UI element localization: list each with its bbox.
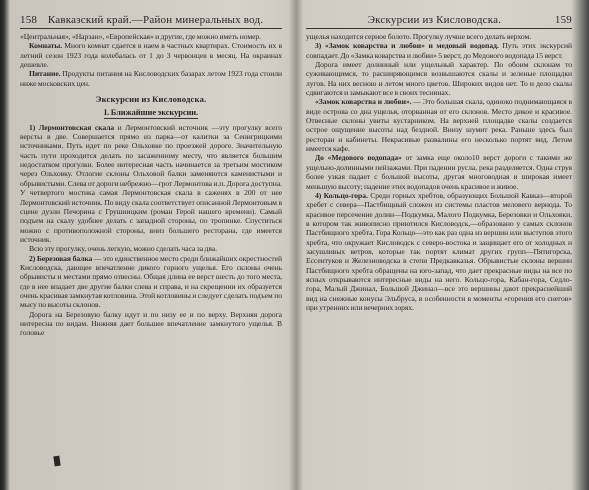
excursion-1-paragraph bbox=[20, 123, 282, 244]
castle-text: — Это большая скала, одиноко поднимающаяся в виде острова со дна ущелья, оторванная от его склонов. Место дикое и красивое. Отвесные склоны увиты кустарником. На верхней площадке скалы создается острое ощущение высоты над бездной. Внизу шумит река. Раньше здесь был ресторан и кабинеты. Некрасивые развалины его несколько портят вид. Летом имеется кафе. bbox=[306, 97, 573, 154]
right-page-body bbox=[306, 32, 572, 312]
left-page-header bbox=[20, 14, 282, 29]
excursion-1-tail: Всю эту прогулку, очень легкую, можно сделать часа за два. bbox=[29, 244, 217, 254]
excursion-3-paragraph bbox=[306, 41, 572, 60]
excursion-2-paragraph bbox=[20, 254, 282, 310]
excursion-1-lead: 1) Лермонтовская скала bbox=[29, 122, 115, 132]
rooms-text: Много комнат сдается в наем в частных квартирах. Стоимость их в летний сезон 1923 года колебалась от 1 до 3 червонцев в месяц. На окраинах дешевле. bbox=[20, 41, 282, 70]
rooms-paragraph bbox=[20, 41, 282, 69]
subsection-title bbox=[20, 108, 282, 117]
ring-mountain-paragraph bbox=[306, 191, 572, 312]
right-running-title: Экскурсии из Кисловодска. bbox=[367, 14, 502, 26]
left-page-number: 158 bbox=[20, 14, 38, 26]
falls-text: от замка еще около10 верст дороги с такими же ущельно-долинными пейзажами. При падении русла, река разделяется. Одна струя более узкая падает с большой высоты, другая многоводная и широкая имеет меньшую высоту; падение этих водопадов очень красивое и живое. bbox=[306, 153, 573, 191]
falls-lead: До «Медового водопада» bbox=[315, 153, 402, 163]
right-page-header bbox=[306, 14, 572, 29]
excursion-1-text: и Лермонтовский источник —эту прогулку всего версты в две. Совершается прямо из парка—от калитки за Сенигрицкими источниками. Путь идет по реке Ольховке по проезжей дороге. Значительную часть пути проходится делать по засаженному месту, что является большим недостатком прогулки. Более интересная часть начинается за третьим мостиком через Ольховку. Отлогие склоны Ольховой балки заменяются каменистыми и обрывистыми. Слева от дороги небрежно—грот Лермонтова и.п. Дорога доступна. У четвертого мостика самая Лермонтовская скала в саженях в 200 от нее Лермонтовский источник. По виду скала соответствует описанной Лермонтовым в сцене дуэли Печорина с Грушницким (роман Герой нашего времени). Самый подъем на скалу удобнее делать с западной стороны, по тропинке. Спуститься можно с противоположной стороны, вниз большего ресторана, где имеется источник. bbox=[20, 122, 283, 244]
gorge-paragraph: ущелья находится серное болото. Прогулку лучше всего делать верхом. bbox=[306, 32, 532, 41]
left-page-body bbox=[20, 32, 282, 338]
food-paragraph bbox=[20, 69, 282, 88]
left-page bbox=[14, 0, 286, 490]
right-page-number: 159 bbox=[554, 14, 572, 26]
ring-mountain-lead: 4) Кольцо-гора. bbox=[315, 190, 368, 200]
section-title: Экскурсии из Кисловодска. bbox=[95, 94, 207, 105]
road-paragraph: Дорога имеет долинный или ущельный характер. По обоим склонам то суживающимся, то расширяющимся возвышаются скалы и зеленые площадки лугов. На них весною и летом много цветов. Широких видов нет. То и дело скалы сдвигаются и замыкают все в своих теснинах. bbox=[306, 60, 572, 98]
rooms-lead: Комнаты. bbox=[29, 41, 63, 51]
food-text: Продукты питания на Кисловодских базарах летом 1923 года стоили ниже московских цен. bbox=[20, 69, 282, 88]
excursion-2-tail: Дорога на Березовую балку идут и по низу ее и по верху. Верхняя дорога интересна по видам. Нижняя дает большее впечатление замкнутого ущелья. В головье bbox=[20, 309, 282, 338]
left-running-title: Кавказский край.—Район минеральных вод. bbox=[47, 14, 264, 26]
excursion-2-lead: 2) Березовая балка bbox=[29, 253, 93, 263]
excursion-3-text: Путь этих экскурсий совпадает. До «Замка коварства и любви» 5 верст, до Медового водопада 15 верст. bbox=[306, 41, 572, 60]
ink-mark bbox=[53, 456, 60, 467]
excursion-2-text: — это единственное место среди ближайших окрестностей Кисловодска, дающее впечатление дикого горного ущелья. Его склоны очень обрывисты и местами прямо отвесны. Общая длина ее верст шесть до того места, где в нее впадает две другие балки слева и справа, и на скрещении их образуется очень красивая замкнутая котловина. Этой котловины и следует сделать подъем по мысу по высоты склонов. bbox=[20, 253, 282, 310]
subsection-title-text: I. Ближайшие экскурсии. bbox=[103, 108, 199, 118]
right-page bbox=[298, 0, 578, 490]
intro-paragraph: «Центральная», «Нарзан», «Европейская» и другие, где можно иметь номер. bbox=[20, 32, 262, 41]
ring-mountain-text: Среди горных хребтов, образующих Большой Кавказ—второй хребет с севера—Пастбищный сложен из системы пластов меловего вернода. То красивое персечение долин—Подкумка, Малого Подкумка, Березовки и Ольховки, в котором так живописно приютился Кисловодск,—образовано у самых склонов Пастбищного хребта. Гора Кольцо—это как раз одна из вершин или выступов этого хребта, что окружает Кисловодск с северо-востока и защищает его от холодных и засушливых ветров, которые так портят климат других групп—Пятигорска, Ессентуков и Железноводска в степи Предкавказья. Обрывистые склоны вершин Пастбищного хребта обращены на юго-запад, что дает прекрасные виды на все по ясных открываются интересные виды на него. Кольцо-гора, Кабан-гора, Седло-гора, Малый Джинал, Большой Джинал—все это вершины дают прекраснейший вид на снежные конусы Эльбруса, в особенности в моменты «горения его снегов» при утренних или вечерних зорях. bbox=[306, 190, 572, 312]
food-lead: Питание. bbox=[29, 69, 61, 79]
castle-lead: «Замок коварства и любви». bbox=[315, 97, 412, 107]
falls-paragraph bbox=[306, 153, 572, 190]
excursion-3-lead: 3) «Замок коварства и любви» и медовый водопад. bbox=[315, 41, 499, 51]
castle-paragraph bbox=[306, 97, 572, 153]
